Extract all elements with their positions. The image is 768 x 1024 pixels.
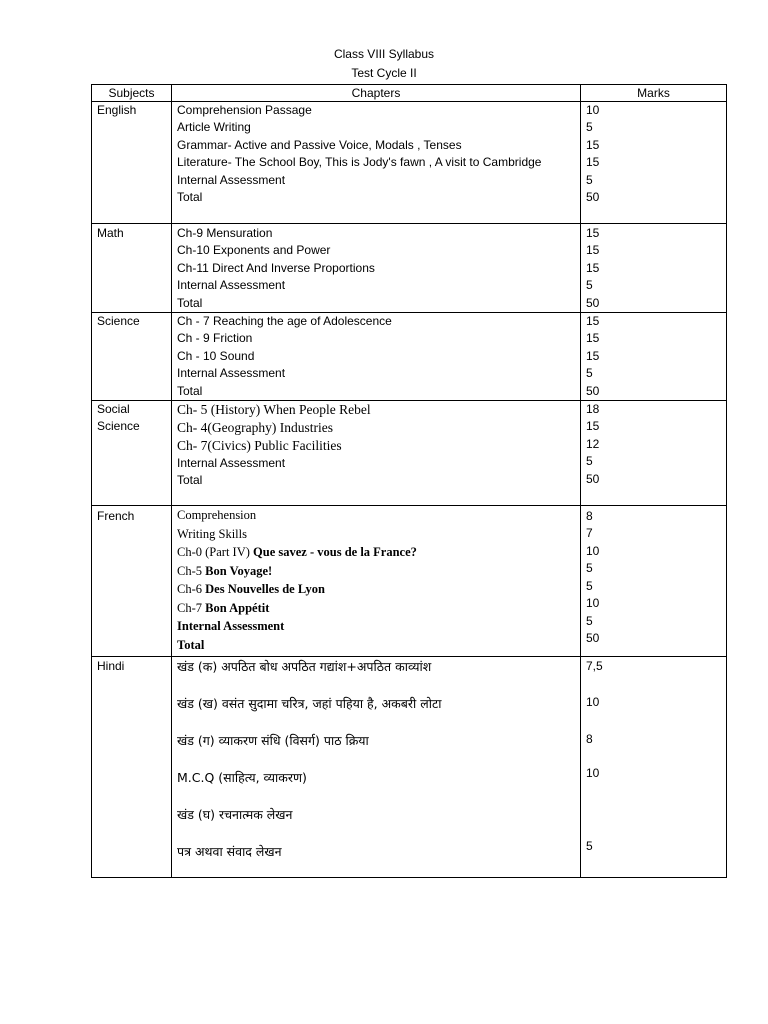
chapter-item: खंड (घ) रचनात्मक लेखन <box>177 807 293 823</box>
marks-value: 10 <box>586 103 600 117</box>
chapter-item: Internal Assessment <box>177 619 285 634</box>
chapter-item: पत्र अथवा संवाद लेखन <box>177 844 282 860</box>
marks-value: 5 <box>586 120 593 135</box>
chapter-title: Bon Appétit <box>205 600 270 615</box>
chapter-item: Ch-9 Mensuration <box>177 226 273 240</box>
chapter-title: Que savez - vous de la France? <box>253 545 417 560</box>
chapter-item: Total <box>177 637 205 652</box>
chapter-item: Writing Skills <box>177 526 247 541</box>
chapter-item <box>177 562 580 581</box>
chapter-item: Total <box>177 295 203 310</box>
page-subtitle: Test Cycle II <box>351 66 417 80</box>
chapter-prefix: Ch-5 <box>177 563 206 578</box>
marks-value: 5 <box>586 578 593 593</box>
subject-name: Math <box>97 226 124 240</box>
marks-value: 5 <box>586 366 593 381</box>
chapter-item <box>177 599 580 618</box>
chapters-cell <box>172 102 581 224</box>
chapter-item: Internal Assessment <box>177 366 286 381</box>
chapter-item: Ch - 7 Reaching the age of Adolescence <box>177 314 392 329</box>
chapter-item: Ch- 7(Civics) Public Facilities <box>177 438 342 454</box>
subject-cell <box>92 224 172 313</box>
chapter-item: Comprehension <box>177 508 257 523</box>
marks-value: 7 <box>586 526 593 541</box>
chapter-item: Total <box>177 473 203 488</box>
marks-value: 5 <box>586 613 593 628</box>
marks-value: 5 <box>586 838 593 853</box>
chapter-item: Internal Assessment <box>177 278 286 293</box>
subject-name: English <box>97 103 137 117</box>
subject-cell <box>92 102 172 224</box>
chapter-item: खंड (ग) व्याकरण संधि (विसर्ग) पाठ क्रिया <box>177 733 369 749</box>
table-row-science <box>92 313 727 401</box>
marks-cell <box>581 506 727 657</box>
marks-value: 10 <box>586 596 600 611</box>
marks-cell <box>581 102 727 224</box>
subject-name: Hindi <box>97 659 125 674</box>
chapter-prefix: Ch-7 <box>177 600 206 615</box>
chapter-title: Bon Voyage! <box>205 563 273 578</box>
marks-value: 8 <box>586 509 593 524</box>
chapter-item: खंड (क) अपठित बोध अपठित गद्यांश+अपठित काव्यांश <box>177 659 432 675</box>
chapters-cell <box>172 313 581 401</box>
subject-cell <box>92 401 172 506</box>
marks-value: 50 <box>586 383 600 398</box>
marks-value: 15 <box>586 314 600 329</box>
marks-value: 15 <box>586 419 600 434</box>
marks-value: 15 <box>586 348 600 363</box>
chapter-item <box>177 543 580 562</box>
chapter-item: Ch- 5 (History) When People Rebel <box>177 402 371 418</box>
chapter-item: Internal Assessment <box>177 172 286 187</box>
marks-value: 10 <box>586 766 600 781</box>
marks-value: 15 <box>586 226 600 240</box>
chapter-item: Ch-11 Direct And Inverse Proportions <box>177 260 375 275</box>
chapter-item: Comprehension Passage <box>177 103 312 117</box>
column-header-marks: Marks <box>581 85 727 102</box>
marks-value: 15 <box>586 243 600 258</box>
marks-value: 50 <box>586 190 600 205</box>
chapter-item: Ch-10 Exponents and Power <box>177 243 331 258</box>
chapter-item: Article Writing <box>177 120 251 135</box>
chapter-item: Ch- 4(Geography) Industries <box>177 420 333 436</box>
marks-value: 5 <box>586 172 593 187</box>
marks-value: 50 <box>586 295 600 310</box>
chapter-item: Total <box>177 383 203 398</box>
chapters-cell <box>172 506 581 657</box>
marks-value: 8 <box>586 731 593 746</box>
chapter-item: Grammar- Active and Passive Voice, Modals , Tenses <box>177 137 462 152</box>
page-title: Class VIII Syllabus <box>333 47 435 61</box>
marks-value: 18 <box>586 402 600 417</box>
chapter-item: Total <box>177 190 203 205</box>
table-row-social-science <box>92 401 727 506</box>
subject-name: Social <box>97 402 130 417</box>
marks-value: 50 <box>586 471 600 486</box>
marks-value: 15 <box>586 137 600 152</box>
table-header-row <box>92 85 727 102</box>
subject-cell <box>92 506 172 657</box>
subject-name: Science <box>97 314 140 329</box>
marks-value: 5 <box>586 278 593 293</box>
chapters-cell <box>172 657 581 878</box>
marks-cell <box>581 313 727 401</box>
marks-cell <box>581 224 727 313</box>
chapter-item: खंड (ख) वसंत सुदामा चरित्र, जहां पहिया है, अकबरी लोटा <box>177 696 442 712</box>
subject-name: Science <box>97 419 140 434</box>
marks-value: 10 <box>586 695 600 710</box>
subject-name: French <box>97 509 135 524</box>
marks-cell <box>581 657 727 878</box>
marks-value: 5 <box>586 454 593 469</box>
syllabus-table <box>91 84 727 878</box>
column-header-subjects: Subjects <box>92 85 172 102</box>
table-row-english <box>92 102 727 224</box>
marks-value: 7,5 <box>586 659 603 674</box>
table-row-hindi <box>92 657 727 878</box>
table-row-math <box>92 224 727 313</box>
chapter-prefix: Ch-6 <box>177 582 206 597</box>
chapters-cell <box>172 401 581 506</box>
column-header-chapters: Chapters <box>172 85 581 102</box>
marks-value: 15 <box>586 260 600 275</box>
chapter-item: Ch - 9 Friction <box>177 331 253 346</box>
marks-value: 15 <box>586 155 600 170</box>
chapter-item <box>177 580 580 599</box>
chapters-cell <box>172 224 581 313</box>
marks-cell <box>581 401 727 506</box>
subject-cell <box>92 313 172 401</box>
marks-value: 5 <box>586 561 593 576</box>
marks-value: 15 <box>586 331 600 346</box>
marks-value: 50 <box>586 630 600 645</box>
subject-cell <box>92 657 172 878</box>
chapter-item: Ch - 10 Sound <box>177 348 255 363</box>
chapter-item: Literature- The School Boy, This is Jody's fawn , A visit to Cambridge <box>177 155 542 170</box>
chapter-item: Internal Assessment <box>177 456 286 471</box>
marks-value: 10 <box>586 543 600 558</box>
chapter-item: M.C.Q (साहित्य, व्याकरण) <box>177 770 307 786</box>
chapter-title: Des Nouvelles de Lyon <box>205 582 325 597</box>
chapter-prefix: Ch-0 (Part IV) <box>177 545 254 560</box>
table-row-french <box>92 506 727 657</box>
marks-value: 12 <box>586 436 600 451</box>
